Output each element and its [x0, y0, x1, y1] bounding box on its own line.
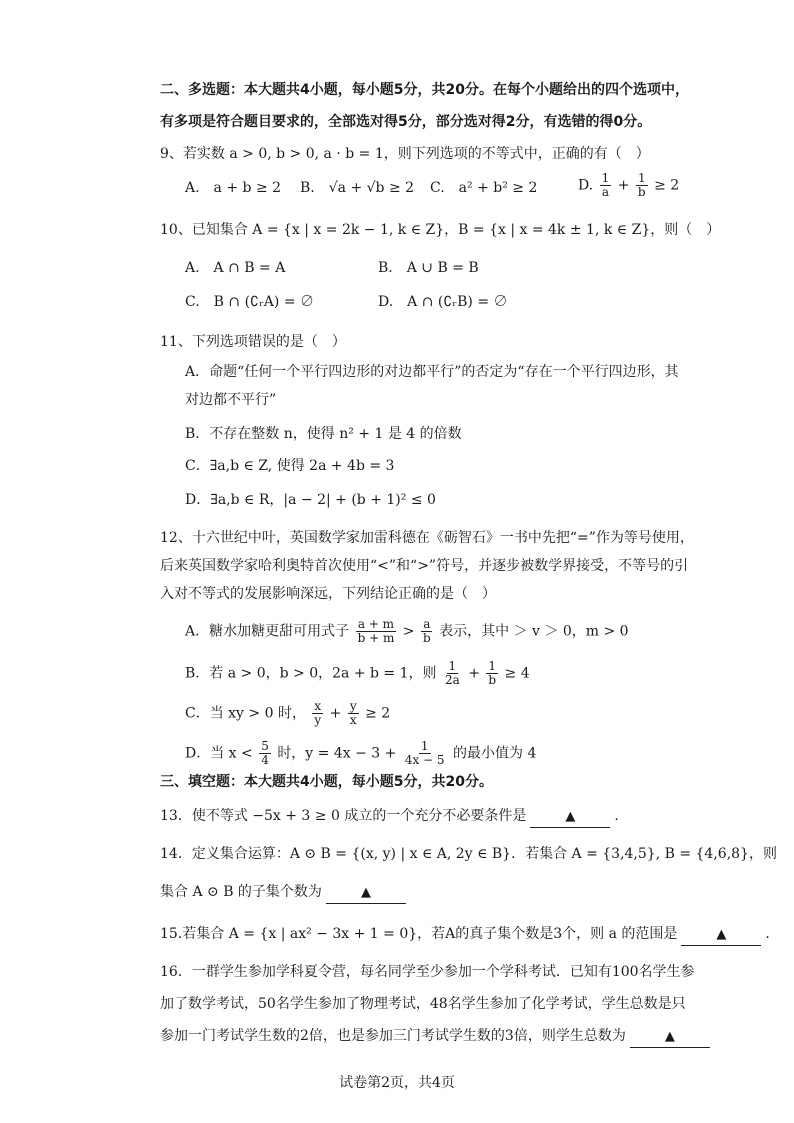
frac-denominator: b + m — [357, 631, 395, 645]
q13-end: . — [614, 808, 619, 824]
frac-denominator: b — [637, 185, 646, 199]
q11-option-d: D．∃a,b ∈ R，|a − 2| + (b + 1)² ≤ 0 — [185, 492, 436, 508]
plus-sign: + — [617, 177, 630, 194]
q15-answer-blank[interactable] — [681, 924, 761, 946]
plus-sign: + — [468, 665, 480, 682]
page-footer: 试卷第2页，共4页 — [339, 1075, 455, 1091]
q9-stem: 9、若实数 a > 0, b > 0, a · b = 1，则下列选项的不等式中，正确的有（ ） — [160, 146, 650, 162]
section3-heading: 三、填空题：本大题共4小题，每小题5分，共20分。 — [160, 774, 493, 790]
frac-numerator: 1 — [637, 171, 646, 185]
frac-denominator: y — [314, 713, 322, 727]
q9-option-b: B. √a + √b ≥ 2 — [300, 180, 415, 196]
frac-numerator: 5 — [261, 739, 269, 753]
frac-numerator: a — [423, 617, 431, 631]
q12-option-b-post: ≥ 4 — [504, 665, 530, 682]
q12-stem-line1: 12、十六世纪中叶，英国数学家加雷科德在《砺智石》一书中先把“=”作为等号使用， — [160, 530, 694, 546]
q11-option-c: C．∃a,b ∈ Z, 使得 2a + 4b = 3 — [185, 458, 395, 474]
q14-line1: 14．定义集合运算：A ⊙ B = {(x, y) | x ∈ A, 2y ∈ B}．若集合 A = {3,4,5}, B = {4,6,8}，则 — [160, 846, 777, 862]
frac-numerator: 1 — [420, 739, 429, 753]
q10-option-d: D. A ∩ (∁ᵣB) = ∅ — [378, 294, 508, 310]
q9-option-c: C. a² + b² ≥ 2 — [430, 180, 538, 196]
q12-option-c-post: ≥ 2 — [365, 705, 391, 722]
q12-option-a-frac1 — [356, 618, 397, 645]
q12-option-c-frac2 — [348, 700, 359, 727]
frac-numerator: x — [314, 699, 322, 713]
q10-option-c: C. B ∩ (∁ᵣA) = ∅ — [185, 294, 315, 310]
greater-sign: > — [402, 623, 415, 640]
q13-answer-blank[interactable] — [530, 806, 610, 828]
frac-numerator: 1 — [448, 659, 457, 673]
q16-line1: 16．一群学生参加学科夏令营，每名同学至少参加一个学科考试．已知有100名学生参 — [160, 964, 695, 980]
q11-option-b: B．不存在整数 n，使得 n² + 1 是 4 的倍数 — [185, 426, 462, 442]
q10-option-a: A. A ∩ B = A — [185, 260, 286, 276]
frac-denominator: 4x − 5 — [404, 753, 445, 767]
q12-option-d-frac2 — [403, 740, 447, 767]
q12-option-c — [185, 700, 390, 727]
q9-option-a: A. a + b ≥ 2 — [185, 180, 282, 196]
q14-answer-blank[interactable] — [326, 882, 406, 904]
plus-sign: + — [329, 705, 342, 722]
q12-option-b-frac2 — [486, 660, 498, 687]
q12-option-d-mid: 时，y = 4x − 3 + — [277, 745, 397, 762]
triangle-icon: ▲ — [565, 809, 576, 824]
q15-end: . — [765, 926, 770, 942]
frac-denominator: a — [601, 185, 610, 199]
q9-option-d-tail: ≥ 2 — [654, 177, 680, 194]
q11-stem: 11、下列选项错误的是（ ） — [160, 334, 346, 350]
q12-option-b-pre: B．若 a > 0，b > 0，2a + b = 1，则 — [185, 665, 437, 682]
q9-option-d-label: D. — [578, 177, 594, 194]
q12-option-a-pre: A．糖水加糖更甜可用式子 — [185, 623, 350, 640]
frac-numerator: y — [349, 699, 357, 713]
q12-option-b-frac1 — [443, 660, 462, 687]
q12-option-c-pre: C．当 xy > 0 时， — [185, 705, 306, 722]
q16-line2: 加了数学考试，50名学生参加了物理考试，48名学生参加了化学考试，学生总数是只 — [160, 996, 686, 1012]
q16-answer-blank[interactable] — [630, 1026, 710, 1048]
q15 — [160, 924, 770, 946]
q12-option-c-frac1 — [312, 700, 323, 727]
triangle-icon: ▲ — [664, 1029, 675, 1044]
q15-stem: 15.若集合 A = {x | ax² − 3x + 1 = 0}，若A的真子集个数是3个，则 a 的范围是 — [160, 926, 678, 942]
q10-stem: 10、已知集合 A = {x | x = 2k − 1, k ∈ Z}，B = {x | x = 4k ± 1, k ∈ Z}，则（ ） — [160, 222, 721, 238]
frac-numerator: 1 — [601, 171, 610, 185]
q9-option-d — [578, 172, 679, 199]
q12-option-d — [185, 740, 536, 767]
q13-stem: 13．使不等式 −5x + 3 ≥ 0 成立的一个充分不必要条件是 — [160, 808, 527, 824]
triangle-icon: ▲ — [716, 927, 727, 942]
triangle-icon: ▲ — [360, 885, 371, 900]
q12-option-d-post: 的最小值为 4 — [453, 745, 537, 762]
q12-option-d-pre: D．当 x < — [185, 745, 253, 762]
q9-option-d-frac2 — [636, 172, 648, 199]
frac-denominator: b — [488, 673, 497, 687]
q14-line2 — [160, 882, 410, 904]
q12-option-a-post: 表示，其中 ＞ v ＞ 0，m > 0 — [439, 623, 629, 640]
q9-option-d-frac1 — [600, 172, 612, 199]
q12-option-b — [185, 660, 530, 687]
frac-denominator: x — [349, 713, 357, 727]
section2-heading-line2: 有多项是符合题目要求的，全部选对得5分，部分选对得2分，有选错的得0分。 — [160, 114, 652, 130]
q12-option-d-frac1 — [259, 740, 271, 767]
frac-numerator: 1 — [488, 659, 497, 673]
q11-option-a-line2: 对边都不平行” — [185, 392, 277, 408]
q14-line2-text: 集合 A ⊙ B 的子集个数为 — [160, 884, 322, 900]
q13 — [160, 806, 619, 828]
q12-option-a-frac2 — [421, 618, 433, 645]
frac-denominator: b — [422, 631, 431, 645]
q12-stem-line3: 入对不等式的发展影响深远，下列结论正确的是（ ） — [160, 586, 496, 602]
q16-line3-text: 参加一门考试学生数的2倍，也是参加三门考试学生数的3倍，则学生总数为 — [160, 1028, 626, 1044]
q10-option-b: B. A ∪ B = B — [378, 260, 479, 276]
frac-denominator: 4 — [261, 753, 269, 767]
frac-denominator: 2a — [444, 673, 460, 687]
q12-option-a — [185, 618, 629, 645]
section2-heading-line1: 二、多选题：本大题共4小题，每小题5分，共20分。在每个小题给出的四个选项中， — [160, 82, 689, 98]
q12-stem-line2: 后来英国数学家哈利奥特首次使用“<”和“>”符号，并逐步被数学界接受，不等号的引 — [160, 558, 689, 574]
frac-numerator: a + m — [357, 617, 395, 631]
q11-option-a-line1: A．命题“任何一个平行四边形的对边都平行”的否定为“存在一个平行四边形，其 — [185, 364, 679, 380]
q16-line3 — [160, 1026, 714, 1048]
